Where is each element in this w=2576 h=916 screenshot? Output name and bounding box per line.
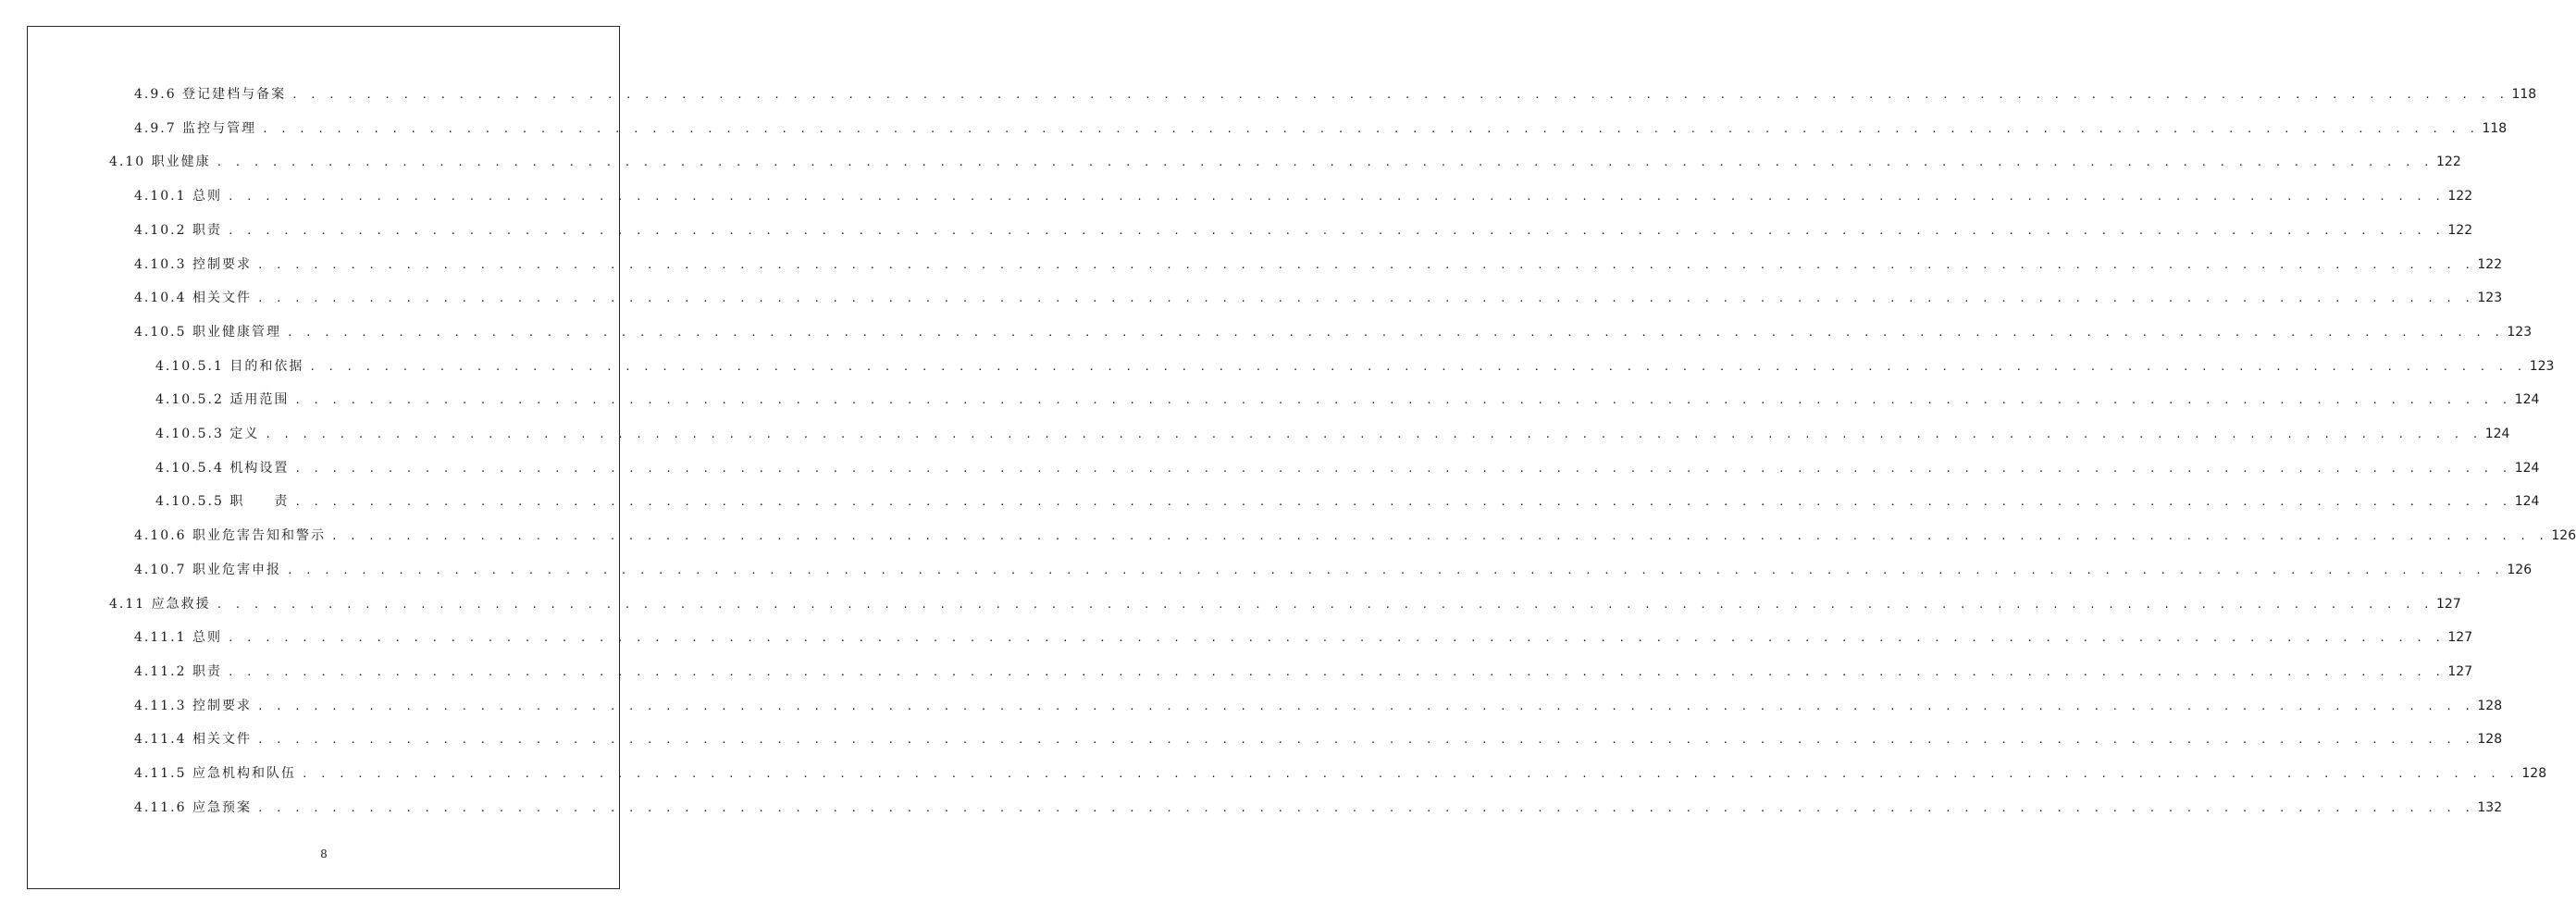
toc-entry-page: 127: [2447, 630, 2473, 646]
toc-entry[interactable]: [109, 594, 2461, 614]
toc-entry[interactable]: [134, 84, 2537, 105]
toc-entry[interactable]: [134, 254, 2503, 275]
toc-dot-leader: . . . . . . . . . . . . . . . . . . . . . . . . . . . . . . . . . . . . . . . . . . . . . . . . . . . . . . . . . . . . . . . . . . . . . . . . . . . . . . . . . . . . . . . . . . . . . . . . . . . . . . . . . . . . . . . . . . . . . . . .: [256, 292, 2474, 305]
toc-entry-page: 124: [2484, 427, 2510, 441]
toc-entry-label: 4.10.1 总则: [134, 189, 222, 204]
toc-entry[interactable]: [155, 491, 2540, 512]
toc-entry[interactable]: [155, 458, 2540, 478]
toc-dot-leader: . . . . . . . . . . . . . . . . . . . . . . . . . . . . . . . . . . . . . . . . . . . . . . . . . . . . . . . . . . . . . . . . . . . . . . . . . . . . . . . . . . . . . . . . . . . . . . . . . . . . . . . . . . . . . . . . . . . . . . . .: [330, 530, 2548, 543]
toc-entry[interactable]: [134, 729, 2503, 749]
toc-entry[interactable]: [134, 798, 2503, 818]
toc-entry-page: 126: [2507, 562, 2533, 577]
toc-dot-leader: . . . . . . . . . . . . . . . . . . . . . . . . . . . . . . . . . . . . . . . . . . . . . . . . . . . . . . . . . . . . . . . . . . . . . . . . . . . . . . . . . . . . . . . . . . . . . . . . . . . . . . . . . . . . . . . . . . . . . . . .: [216, 598, 2434, 611]
toc-dot-leader: . . . . . . . . . . . . . . . . . . . . . . . . . . . . . . . . . . . . . . . . . . . . . . . . . . . . . . . . . . . . . . . . . . . . . . . . . . . . . . . . . . . . . . . . . . . . . . . . . . . . . . . . . . . . . . . . . . . . . . . .: [227, 665, 2445, 678]
toc-dot-leader: . . . . . . . . . . . . . . . . . . . . . . . . . . . . . . . . . . . . . . . . . . . . . . . . . . . . . . . . . . . . . . . . . . . . . . . . . . . . . . . . . . . . . . . . . . . . . . . . . . . . . . . . . . . . . . . . . . . . . . . .: [294, 496, 2511, 509]
toc-entry-page: 124: [2514, 494, 2540, 510]
toc-entry-label: 4.10 职业健康: [109, 155, 211, 170]
toc-entry-page: 118: [2482, 120, 2508, 136]
toc-entry-page: 122: [2447, 189, 2473, 204]
toc-entry-label: 4.11.5 应急机构和队伍: [134, 766, 296, 781]
toc-entry-label: 4.10.2 职责: [134, 222, 222, 238]
toc-entry[interactable]: [134, 220, 2473, 241]
toc-entry-label: 4.11 应急救援: [109, 596, 211, 612]
toc-entry[interactable]: [134, 118, 2508, 139]
toc-entry-label: 4.10.6 职业危害告知和警示: [134, 528, 326, 544]
toc-dot-leader: . . . . . . . . . . . . . . . . . . . . . . . . . . . . . . . . . . . . . . . . . . . . . . . . . . . . . . . . . . . . . . . . . . . . . . . . . . . . . . . . . . . . . . . . . . . . . . . . . . . . . . . . . . . . . . . . . . . . . . . .: [286, 563, 2504, 576]
toc-dot-leader: . . . . . . . . . . . . . . . . . . . . . . . . . . . . . . . . . . . . . . . . . . . . . . . . . . . . . . . . . . . . . . . . . . . . . . . . . . . . . . . . . . . . . . . . . . . . . . . . . . . . . . . . . . . . . . . . . . . . . . . .: [227, 632, 2445, 645]
toc-entry-page: 122: [2436, 155, 2461, 170]
toc-entry-page: 124: [2514, 460, 2540, 476]
toc-entry-label: 4.10.7 职业危害申报: [134, 562, 281, 577]
toc-entry[interactable]: [155, 424, 2510, 444]
toc-dot-leader: . . . . . . . . . . . . . . . . . . . . . . . . . . . . . . . . . . . . . . . . . . . . . . . . . . . . . . . . . . . . . . . . . . . . . . . . . . . . . . . . . . . . . . . . . . . . . . . . . . . . . . . . . . . . . . . . . . . . . . . .: [294, 462, 2511, 475]
toc-entry[interactable]: [134, 696, 2503, 716]
toc-entry-page: 118: [2511, 87, 2537, 102]
toc-entry-page: 127: [2447, 663, 2473, 679]
toc-entry-label: 4.10.5 职业健康管理: [134, 324, 281, 340]
toc-dot-leader: . . . . . . . . . . . . . . . . . . . . . . . . . . . . . . . . . . . . . . . . . . . . . . . . . . . . . . . . . . . . . . . . . . . . . . . . . . . . . . . . . . . . . . . . . . . . . . . . . . . . . . . . . . . . . . . . . . . . . . . .: [265, 428, 2482, 440]
toc-entry-page: 132: [2477, 799, 2503, 815]
toc-entry-page: 123: [2477, 291, 2503, 306]
toc-entry-page: 123: [2529, 358, 2555, 374]
toc-dot-leader: . . . . . . . . . . . . . . . . . . . . . . . . . . . . . . . . . . . . . . . . . . . . . . . . . . . . . . . . . . . . . . . . . . . . . . . . . . . . . . . . . . . . . . . . . . . . . . . . . . . . . . . . . . . . . . . . . . . . . . . .: [301, 768, 2519, 780]
toc-entry[interactable]: [155, 356, 2555, 377]
toc-dot-leader: . . . . . . . . . . . . . . . . . . . . . . . . . . . . . . . . . . . . . . . . . . . . . . . . . . . . . . . . . . . . . . . . . . . . . . . . . . . . . . . . . . . . . . . . . . . . . . . . . . . . . . . . . . . . . . . . . . . . . . . .: [294, 394, 2511, 407]
toc-entry[interactable]: [134, 560, 2533, 580]
toc-dot-leader: . . . . . . . . . . . . . . . . . . . . . . . . . . . . . . . . . . . . . . . . . . . . . . . . . . . . . . . . . . . . . . . . . . . . . . . . . . . . . . . . . . . . . . . . . . . . . . . . . . . . . . . . . . . . . . . . . . . . . . . .: [227, 224, 2445, 237]
toc-entry-label: 4.11.4 相关文件: [134, 732, 252, 748]
toc-entry-label: 4.11.3 控制要求: [134, 698, 252, 713]
toc-entry-page: 128: [2477, 698, 2503, 713]
toc-entry[interactable]: [134, 627, 2473, 648]
toc-dot-leader: . . . . . . . . . . . . . . . . . . . . . . . . . . . . . . . . . . . . . . . . . . . . . . . . . . . . . . . . . . . . . . . . . . . . . . . . . . . . . . . . . . . . . . . . . . . . . . . . . . . . . . . . . . . . . . . . . . . . . . . .: [309, 360, 2526, 373]
toc-entry[interactable]: [134, 322, 2533, 342]
toc-entry-page: 122: [2447, 222, 2473, 238]
toc-entry-label: 4.10.5.4 机构设置: [155, 460, 290, 476]
toc-entry-label: 4.10.4 相关文件: [134, 291, 252, 306]
toc-dot-leader: . . . . . . . . . . . . . . . . . . . . . . . . . . . . . . . . . . . . . . . . . . . . . . . . . . . . . . . . . . . . . . . . . . . . . . . . . . . . . . . . . . . . . . . . . . . . . . . . . . . . . . . . . . . . . . . . . . . . . . . .: [256, 699, 2474, 712]
toc-dot-leader: . . . . . . . . . . . . . . . . . . . . . . . . . . . . . . . . . . . . . . . . . . . . . . . . . . . . . . . . . . . . . . . . . . . . . . . . . . . . . . . . . . . . . . . . . . . . . . . . . . . . . . . . . . . . . . . . . . . . . . . .: [256, 258, 2474, 271]
toc-entry-page: 122: [2477, 256, 2503, 272]
toc-entry-label: 4.11.2 职责: [134, 663, 222, 679]
toc-entry[interactable]: [134, 763, 2547, 784]
toc-entry-label: 4.10.5.5 职 责: [155, 494, 290, 510]
toc-entry-page: 124: [2514, 392, 2540, 408]
toc-entry[interactable]: [134, 288, 2503, 308]
toc-dot-leader: . . . . . . . . . . . . . . . . . . . . . . . . . . . . . . . . . . . . . . . . . . . . . . . . . . . . . . . . . . . . . . . . . . . . . . . . . . . . . . . . . . . . . . . . . . . . . . . . . . . . . . . . . . . . . . . . . . . . . . . .: [256, 801, 2474, 814]
toc-entry[interactable]: [134, 186, 2473, 206]
toc-entry-label: 4.11.1 总则: [134, 630, 222, 646]
toc-entry-label: 4.9.7 监控与管理: [134, 120, 257, 136]
toc-entry[interactable]: [155, 390, 2540, 410]
toc-entry-page: 128: [2521, 766, 2547, 781]
toc-entry-label: 4.10.5.1 目的和依据: [155, 358, 304, 374]
toc-entry[interactable]: [134, 662, 2473, 682]
toc-entry-label: 4.11.6 应急预案: [134, 799, 252, 815]
toc-dot-leader: . . . . . . . . . . . . . . . . . . . . . . . . . . . . . . . . . . . . . . . . . . . . . . . . . . . . . . . . . . . . . . . . . . . . . . . . . . . . . . . . . . . . . . . . . . . . . . . . . . . . . . . . . . . . . . . . . . . . . . . .: [256, 734, 2474, 747]
toc-entry-page: 127: [2436, 596, 2461, 612]
toc-entry-page: 126: [2551, 528, 2576, 544]
toc-dot-leader: . . . . . . . . . . . . . . . . . . . . . . . . . . . . . . . . . . . . . . . . . . . . . . . . . . . . . . . . . . . . . . . . . . . . . . . . . . . . . . . . . . . . . . . . . . . . . . . . . . . . . . . . . . . . . . . . . . . . . . . .: [227, 191, 2445, 204]
toc-dot-leader: . . . . . . . . . . . . . . . . . . . . . . . . . . . . . . . . . . . . . . . . . . . . . . . . . . . . . . . . . . . . . . . . . . . . . . . . . . . . . . . . . . . . . . . . . . . . . . . . . . . . . . . . . . . . . . . . . . . . . . . .: [291, 89, 2508, 101]
toc-entry-label: 4.10.5.2 适用范围: [155, 392, 290, 408]
toc-entry-page: 123: [2507, 324, 2533, 340]
toc-entry-label: 4.10.3 控制要求: [134, 256, 252, 272]
page-number: 8: [320, 848, 328, 860]
toc-entry[interactable]: [109, 152, 2461, 172]
toc-dot-leader: . . . . . . . . . . . . . . . . . . . . . . . . . . . . . . . . . . . . . . . . . . . . . . . . . . . . . . . . . . . . . . . . . . . . . . . . . . . . . . . . . . . . . . . . . . . . . . . . . . . . . . . . . . . . . . . . . . . . . . . .: [262, 122, 2479, 135]
toc-dot-leader: . . . . . . . . . . . . . . . . . . . . . . . . . . . . . . . . . . . . . . . . . . . . . . . . . . . . . . . . . . . . . . . . . . . . . . . . . . . . . . . . . . . . . . . . . . . . . . . . . . . . . . . . . . . . . . . . . . . . . . . .: [216, 156, 2434, 169]
toc-entry[interactable]: [134, 526, 2576, 546]
toc-entry-label: 4.9.6 登记建档与备案: [134, 87, 287, 102]
toc-dot-leader: . . . . . . . . . . . . . . . . . . . . . . . . . . . . . . . . . . . . . . . . . . . . . . . . . . . . . . . . . . . . . . . . . . . . . . . . . . . . . . . . . . . . . . . . . . . . . . . . . . . . . . . . . . . . . . . . . . . . . . . .: [286, 326, 2504, 339]
toc-entry-label: 4.10.5.3 定义: [155, 427, 260, 441]
toc-entry-page: 128: [2477, 732, 2503, 748]
